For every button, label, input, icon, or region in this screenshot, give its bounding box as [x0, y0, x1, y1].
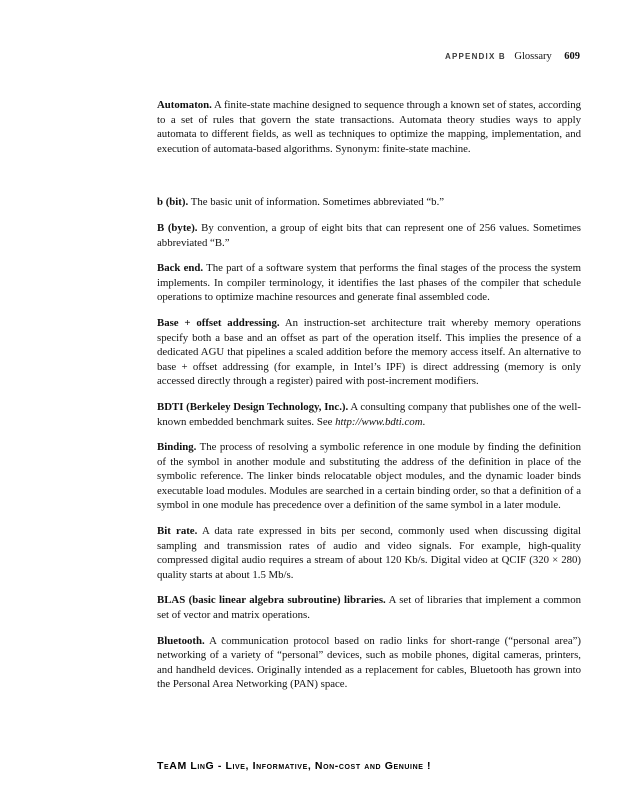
- definition-base-offset-addressing: An instruction-set architecture trait whereby memory operations specify both a base and an offset as part of the operation itself. This implies the presence of a dedicated AGU that pipelines a scaled addition before the memory access itself. An alternative to base + offset addressing (for example, in Intel’s IPF) is direct addressing (memory is only accessed directly through a register) paired with post-increment modifiers.: [157, 316, 581, 388]
- footer-watermark: TeAM LinG - Live, Informative, Non-cost and Genuine !: [157, 760, 432, 772]
- definition-bdti-end: .: [422, 415, 426, 428]
- glossary-entry-bit-rate: [157, 524, 581, 582]
- term-blas: BLAS (basic linear algebra subroutine) libraries.: [157, 594, 386, 607]
- term-back-end: Back end.: [157, 262, 204, 275]
- page-header: [445, 51, 580, 62]
- definition-byte: By convention, a group of eight bits that can represent one of 256 values. Sometimes abbreviated “B.”: [157, 221, 581, 249]
- glossary-entry-byte: [157, 221, 581, 250]
- bdti-url: http://www.bdti.com: [335, 415, 423, 428]
- term-automaton: Automaton.: [157, 99, 212, 111]
- header-section-label: Glossary: [514, 51, 552, 62]
- glossary-entry-bdti: [157, 400, 581, 429]
- term-bdti: BDTI (Berkeley Design Technology, Inc.).: [157, 400, 349, 413]
- definition-bluetooth: A communication protocol based on radio links for short-range (“personal area”) networking of a variety of “personal” devices, such as mobile phones, digital cameras, printers, and handheld devices. Originally intended as a replacement for cables, Bluetooth has grown into the Personal Area Networking (PAN) space.: [157, 634, 582, 691]
- term-bit: b (bit).: [157, 196, 189, 209]
- term-binding: Binding.: [157, 441, 197, 454]
- header-page-number: 609: [564, 51, 580, 62]
- term-bit-rate: Bit rate.: [157, 525, 198, 538]
- term-base-offset-addressing: Base + offset addressing.: [157, 316, 280, 329]
- term-bluetooth: Bluetooth.: [157, 634, 205, 647]
- definition-bit: The basic unit of information. Sometimes abbreviated “b.”: [190, 196, 445, 209]
- glossary-body: [157, 98, 581, 703]
- glossary-entry-blas: [157, 593, 581, 622]
- glossary-entry-bluetooth: [157, 634, 581, 692]
- definition-bit-rate: A data rate expressed in bits per second, commonly used when discussing digital sampling and transmission rates of audio and video signals. For example, high-quality compressed digital audio requires a stream of about 120 Kb/s. Digital video at QCIF (320 × 280) quality starts at about 1.5 Mb/s.: [157, 525, 582, 581]
- glossary-entry-bit: [157, 195, 581, 210]
- glossary-entry-base-offset-addressing: [157, 316, 581, 389]
- term-byte: B (byte).: [157, 221, 198, 234]
- definition-binding: The process of resolving a symbolic reference in one module by finding the definition of the symbol in another module and substituting the address of the definition in place of the symbolic reference. The linker binds relocatable object modules, and the dynamic loader binds executable load modules. Modules are searched in a certain binding order, so that a definition of a symbol in one module has precedence over a definition of the same symbol in a later module.: [157, 441, 581, 512]
- definition-automaton: A finite-state machine designed to sequence through a known set of states, according to a set of rules that govern the state transactions. Automata theory studies ways to apply automata to different fields, as well as techniques to optimize the mapping, implementation, and execution of automata-based algorithms. Synonym: finite-state machine.: [157, 99, 582, 155]
- header-appendix-label: APPENDIX B: [445, 52, 506, 61]
- glossary-entry-automaton: [157, 98, 581, 156]
- glossary-entry-back-end: [157, 261, 581, 305]
- definition-blas: A set of libraries that implement a common set of vector and matrix operations.: [157, 594, 582, 622]
- definition-back-end: The part of a software system that performs the final stages of the process the system implements. In compiler terminology, it identifies the last phases of the compiler that schedule operations to optimize machine resources and generate final assembled code.: [157, 262, 581, 304]
- glossary-entry-binding: [157, 440, 581, 513]
- definition-bdti: A consulting company that publishes one of the well-known embedded benchmark suites. See: [157, 400, 582, 428]
